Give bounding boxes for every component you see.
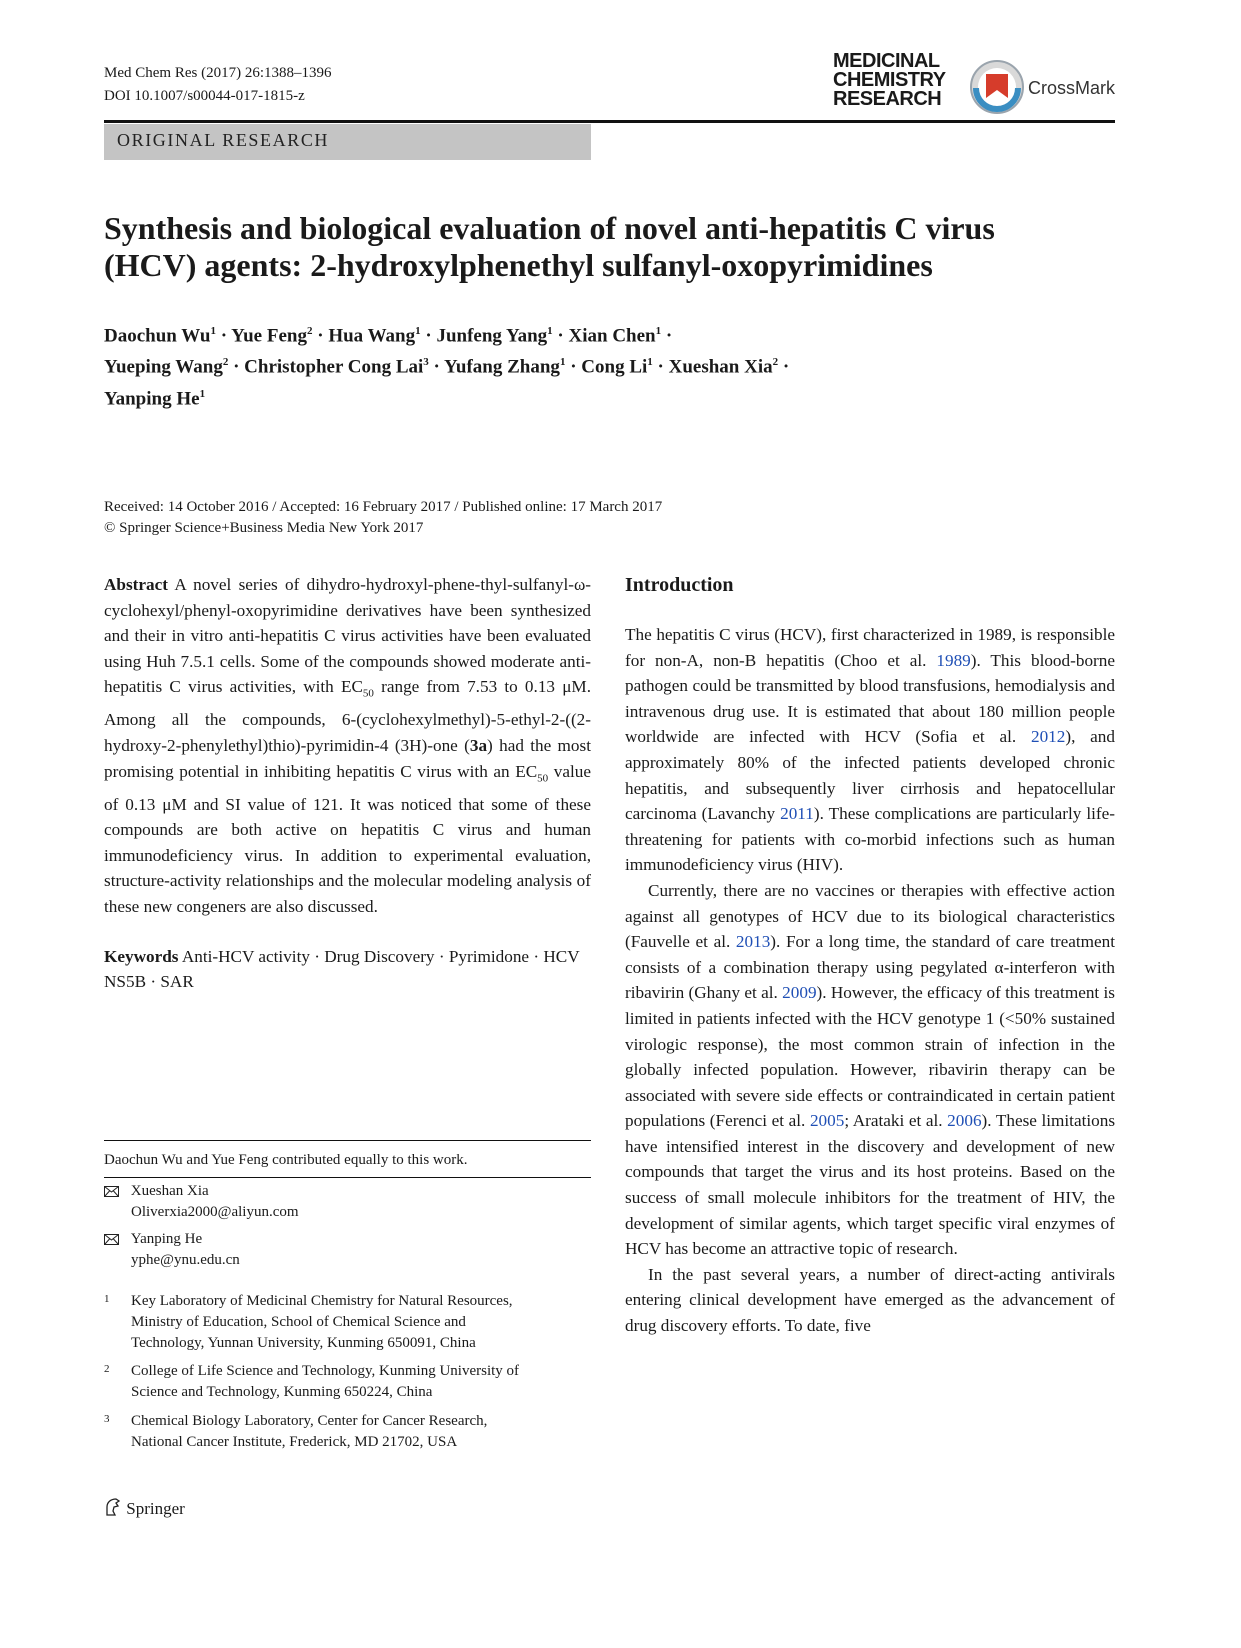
citation-link[interactable]: 1989: [936, 650, 971, 670]
author-list: Daochun $Wu^1$ · Yue Feng$^2$ · Hua Wang$^1$ · Junfeng Yang$^1$ · Xian Chen$^1$ · Yueping Wang$^2$ · Christopher Cong Lai$^3$ · Yufang Zhang$^1$ · Cong $Li^1$ · Xueshan Xia$^2$ · Yanping He$^1$: [104, 325, 790, 409]
contact-email[interactable]: yphe@ynu.edu.cn: [131, 1252, 240, 1268]
citation-link[interactable]: 2011: [780, 804, 814, 824]
journal-logo: MEDICINAL CHEMISTRY RESEARCH: [833, 50, 946, 110]
abstract-label: Abstract: [104, 575, 168, 594]
affiliation-1: 1 Key Laboratory of Medicinal Chemistry for Natural Resources, Ministry of Education, School of Chemical Science and Technology, Yunnan University, Kunming 650091, China: [104, 1291, 591, 1354]
author-name: Yanping He: [104, 387, 200, 409]
citation-link[interactable]: 2005: [809, 1111, 845, 1131]
right-column: [625, 572, 1115, 1339]
contact-email[interactable]: Oliverxia2000@aliyun.com: [131, 1204, 299, 1220]
publisher-name: Springer: [126, 1499, 185, 1518]
citation-line: Med Chem Res (2017) 26:1388–1396: [104, 65, 332, 81]
author-name: Yufang Zhang: [443, 356, 560, 378]
keywords-list: Anti-HCV activity · Drug Discovery · Pyrimidone · HCV NS5B · SAR: [104, 946, 580, 992]
envelope-icon: [104, 1186, 119, 1197]
citation-link[interactable]: 2009: [782, 983, 817, 1003]
affiliation-2: 2 College of Life Science and Technology, Kunming University of Science and Technology, Kunming 650224, China: [104, 1361, 591, 1403]
author-name: Daochun Wu: [104, 325, 211, 347]
author-name: Yue Feng: [231, 325, 307, 347]
section-label: ORIGINAL RESEARCH: [117, 130, 330, 150]
citation-link[interactable]: 2012: [1030, 727, 1066, 747]
left-column: [104, 572, 591, 995]
contact-name: Xueshan Xia: [130, 1183, 209, 1199]
author-name: Xueshan Xia: [668, 356, 773, 378]
abstract: Abstract A novel series of dihydro-hydroxyl-phene-thyl-sulfanyl-ω-cyclohexyl/phenyl-oxopyrimidine derivatives have been synthesized and their in vitro anti-hepatitis C virus activities have been evaluated using Huh 7.5.1 cells. Some of the compounds showed moderate anti-hepatitis C virus activities, with $EC_{50}$ range from 7.53 to 0.13 μM. Among all the compounds, 6-(cyclohexylmethyl)-5-ethyl-2-((2-hydroxy-2-phenylethyl)thio)-pyrimidin-4 (3H)-one (3a) had the most promising potential in inhibiting hepatitis C virus with an $EC_{50}$ value of 0.13 μM and SI value of 121. It was noticed that some of these compounds are both active on hepatitis C virus and human immunodeficiency virus. In addition to experimental evaluation, structure-activity relationships and the molecular modeling analysis of these new congeners are also discussed.: [104, 575, 591, 916]
intro-paragraph-3: In the past several years, a number of direct-acting antivirals entering clinical development have emerged as the advancement of drug discovery efforts. To date, five: [625, 1264, 1115, 1336]
springer-horse-icon: [104, 1497, 122, 1517]
affiliation-number: 1: [104, 1293, 110, 1305]
envelope-icon: [104, 1234, 119, 1245]
intro-paragraph-2: Currently, there are no vaccines or therapies with effective action against all genotypes of HCV due to its biological characteristics (Fauvelle et al. 2013). For a long time, the standard of care treatment consists of a combination therapy using pegylated α-interferon with ribavirin (Ghany et al. 2009). However, the efficacy of this treatment is limited in patients infected with the HCV genotype 1 (<50% sustained virologic response), the most common strain of infection in the globally infected population. However, ribavirin therapy can be associated with severe side effects or contraindicated in certain patient populations (Ferenci et al. 2005; Arataki et al. 2006). These limitations have intensified interest in the discovery and development of new compounds that target the virus and its host proteins. Based on the success of small molecule inhibitors for the treatment of HIV, the development of similar agents, which target specific viral enzymes of HCV has become an attractive topic of research.: [625, 880, 1116, 1259]
author-name: Christopher Cong Lai: [244, 356, 424, 378]
header-divider: [104, 120, 1115, 123]
affiliation-3: 3 Chemical Biology Laboratory, Center for Cancer Research, National Cancer Institute, Frederick, MD 21702, USA: [104, 1411, 591, 1453]
affiliation-number: 2: [104, 1363, 110, 1375]
equal-contribution-note: Daochun Wu and Yue Feng contributed equally to this work.: [104, 1152, 468, 1168]
affiliation-number: 3: [104, 1413, 110, 1425]
keywords: [104, 944, 591, 995]
crossmark-icon[interactable]: [970, 58, 1024, 116]
citation-link[interactable]: 2006: [947, 1111, 982, 1131]
author-name: Xian Chen: [568, 325, 656, 347]
author-name: Yueping Wang: [104, 356, 223, 378]
section-banner: [104, 124, 591, 160]
footnote-divider: [104, 1140, 591, 1141]
author-name: Cong Li: [581, 356, 648, 378]
citation-link[interactable]: 2013: [735, 932, 771, 952]
publisher-logo: [104, 1497, 185, 1519]
crossmark-label[interactable]: CrossMark: [1028, 78, 1116, 98]
intro-paragraph-1: The hepatitis C virus (HCV), first characterized in 1989, is responsible for non-A, non-B hepatitis (Choo et al. 1989). This blood-borne pathogen could be transmitted by blood transfusions, hemodialysis and intravenous drug use. It is estimated that about 180 million people worldwide are infected with HCV (Sofia et al. 2012), and approximately 80% of the infected patients developed chronic hepatitis, and subsequently liver cirrhosis and hepatocellular carcinoma (Lavanchy 2011). These complications are particularly life-threatening for patients with co-morbid infections such as human immunodeficiency virus (HIV).: [625, 625, 1115, 875]
journal-citation: [104, 62, 331, 108]
contact-name: Yanping He: [130, 1231, 203, 1247]
introduction-heading: Introduction: [625, 574, 734, 596]
publication-dates: [104, 497, 662, 539]
doi-line: DOI 10.1007/s00044-017-1815-z: [104, 88, 305, 104]
corresponding-author-2: [104, 1229, 240, 1271]
corresponding-author-1: [104, 1181, 299, 1223]
footnote-divider: [104, 1177, 591, 1178]
copyright-notice: © Springer Science+Business Media New York 2017: [104, 520, 424, 536]
received-accepted-dates: Received: 14 October 2016 / Accepted: 16 February 2017 / Published online: 17 March 2017: [104, 499, 663, 515]
compound-id: 3a: [469, 736, 488, 755]
paper-title: Synthesis and biological evaluation of novel anti-hepatitis C virus (HCV) agents: 2-hydroxylphenethyl sulfanyl-oxopyrimidines: [104, 210, 995, 283]
author-name: Hua Wang: [328, 325, 416, 347]
keywords-label: Keywords: [104, 946, 179, 966]
author-name: Junfeng Yang: [436, 325, 548, 347]
